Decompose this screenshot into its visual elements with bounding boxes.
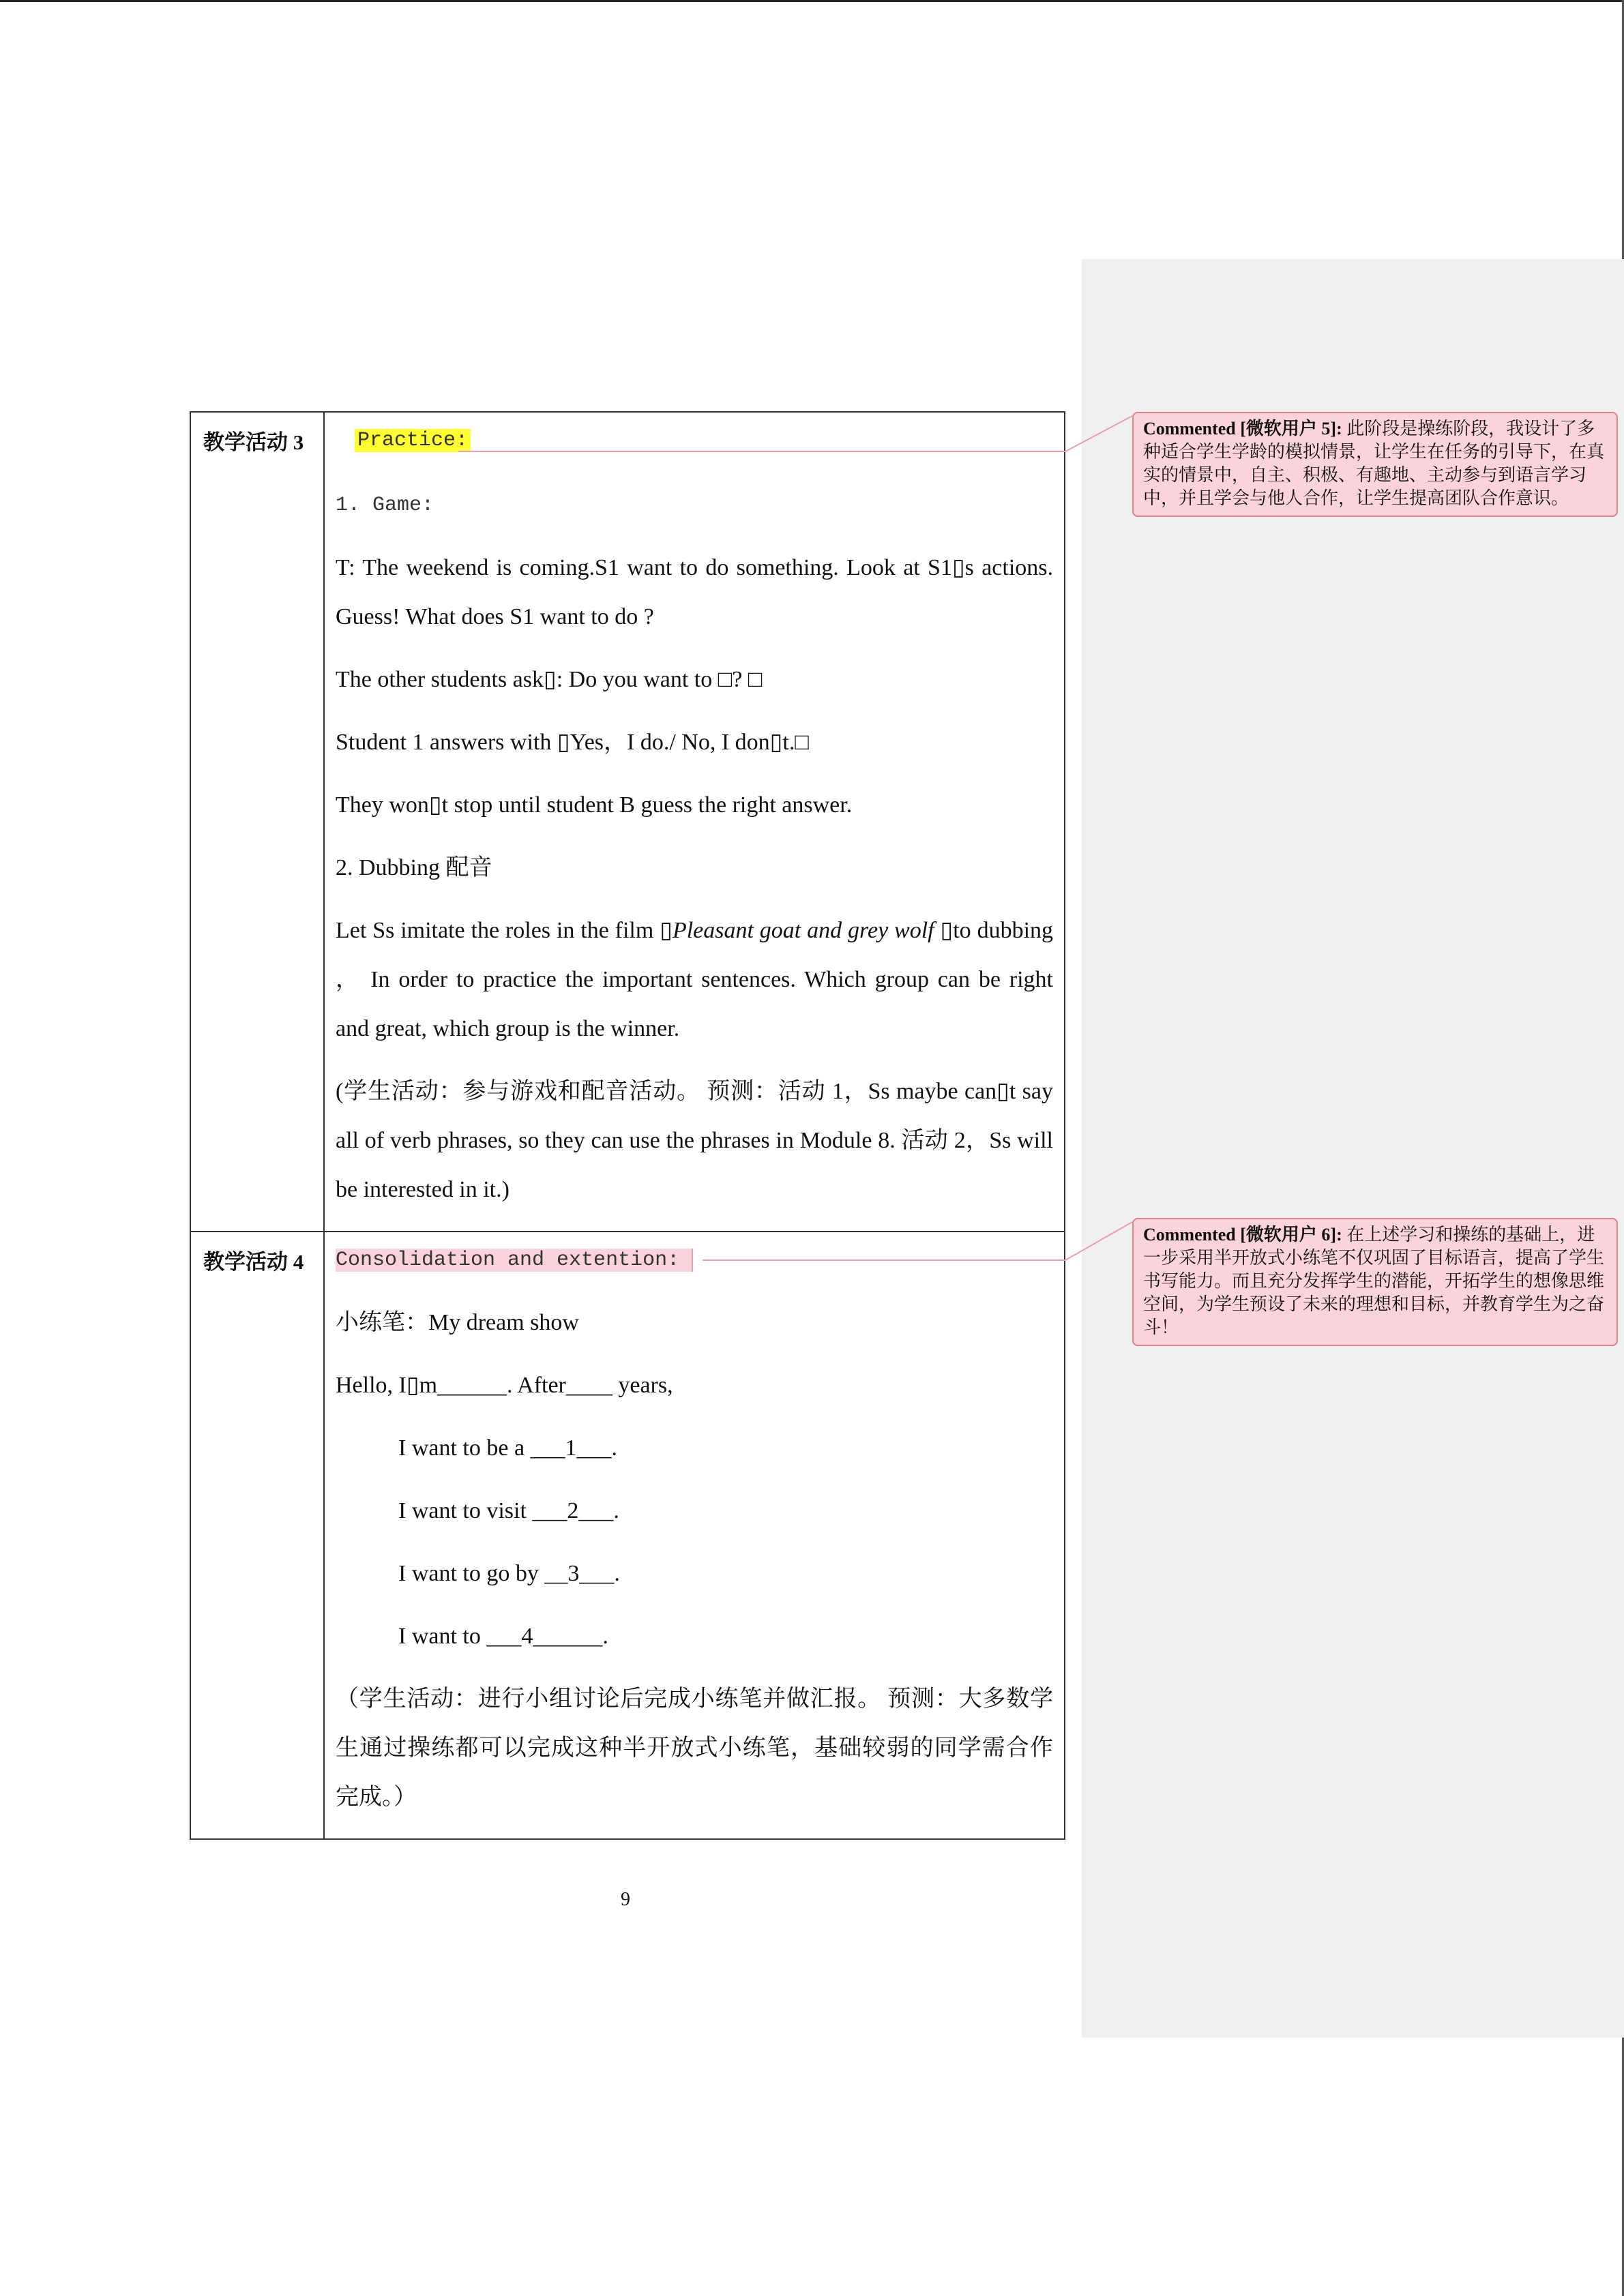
table-row-activity-4 <box>190 1232 1065 1839</box>
paragraph-hello-line: Hello, I▯m______. After____ years, <box>336 1373 673 1398</box>
activity-label-cell <box>190 1232 324 1839</box>
activity-label: 教学活动 4 <box>203 1250 304 1274</box>
paragraph-students-ask: The other students ask▯: Do you want to □? □ <box>336 667 763 692</box>
paragraph-dubbing: Let Ss imitate the roles in the film ▯Pleasant goat and grey wolf ▯to dubbing ， In order to practice the important sentences. Which group can be right and great, which group is the winner. <box>336 918 1054 1041</box>
paragraph-guess-game: T: The weekend is coming.S1 want to do something. Look at S1▯s actions. Guess! What does S1 want to do ? <box>336 555 1053 629</box>
comment-balloon-6[interactable] <box>1132 1218 1618 1346</box>
paragraph-want-to-visit: I want to visit ___2___. <box>398 1498 619 1523</box>
dubbing-heading: 2. Dubbing 配音 <box>336 855 492 880</box>
section-title-line <box>336 414 1053 465</box>
comment-pane <box>1082 259 1624 2038</box>
page-top-border <box>0 0 1624 2</box>
activity-label: 教学活动 3 <box>203 430 304 454</box>
comment-balloon-5[interactable] <box>1132 412 1618 517</box>
comment-author: Commented [微软用户 6]: <box>1143 1225 1342 1244</box>
paragraph-want-to-be: I want to be a ___1___. <box>398 1435 618 1461</box>
activity-content-cell[interactable] <box>324 412 1065 1232</box>
paragraph-student-answers: Student 1 answers with ▯Yes，I do./ No, I don▯t.□ <box>336 730 809 755</box>
paragraph-writing-task: 小练笔：My dream show <box>336 1310 579 1335</box>
consolidation-section-title[interactable]: Consolidation and extention: <box>336 1249 693 1272</box>
lesson-plan-table <box>190 411 1065 1840</box>
section-title-line <box>336 1234 1053 1285</box>
paragraph-want-to: I want to ___4______. <box>398 1624 608 1649</box>
paragraph-student-activity-prediction: (学生活动：参与游戏和配音活动。 预测：活动 1，Ss maybe can▯t say all of verb phrases, so they can use the phrases in Module 8. 活动 2，Ss will be interested in it.) <box>336 1079 1053 1202</box>
practice-section-title[interactable]: Practice: <box>355 429 471 452</box>
comment-text: 在上述学习和操练的基础上，进一步采用半开放式小练笔不仅巩固了目标语言，提高了学生书写能力。而且充分发挥学生的潜能，开拓学生的想像思维空间，为学生预设了未来的理想和目标，并教育学生为之奋斗！ <box>1143 1225 1605 1337</box>
paragraph-guess-right-answer: They won▯t stop until student B guess the right answer. <box>336 792 853 818</box>
comment-author: Commented [微软用户 5]: <box>1143 419 1342 438</box>
film-title: Pleasant goat and grey wolf <box>672 918 934 943</box>
paragraph-want-to-go-by: I want to go by __3___. <box>398 1561 620 1586</box>
comment-text: 此阶段是操练阶段，我设计了多种适合学生学龄的模拟情景，让学生在任务的引导下，在真实的情景中，自主、积极、有趣地、主动参与到语言学习中，并且学会与他人合作，让学生提高团队合作意识。 <box>1143 419 1605 508</box>
table-row-activity-3 <box>190 412 1065 1232</box>
paragraph-student-activity-prediction: （学生活动：进行小组讨论后完成小练笔并做汇报。 预测：大多数学生通过操练都可以完成这种半开放式小练笔，基础较弱的同学需合作完成。） <box>336 1686 1053 1810</box>
game-heading: 1. Game: <box>336 494 434 517</box>
page-number: 9 <box>621 1889 630 1910</box>
activity-content-cell[interactable] <box>324 1232 1065 1839</box>
activity-label-cell <box>190 412 324 1232</box>
